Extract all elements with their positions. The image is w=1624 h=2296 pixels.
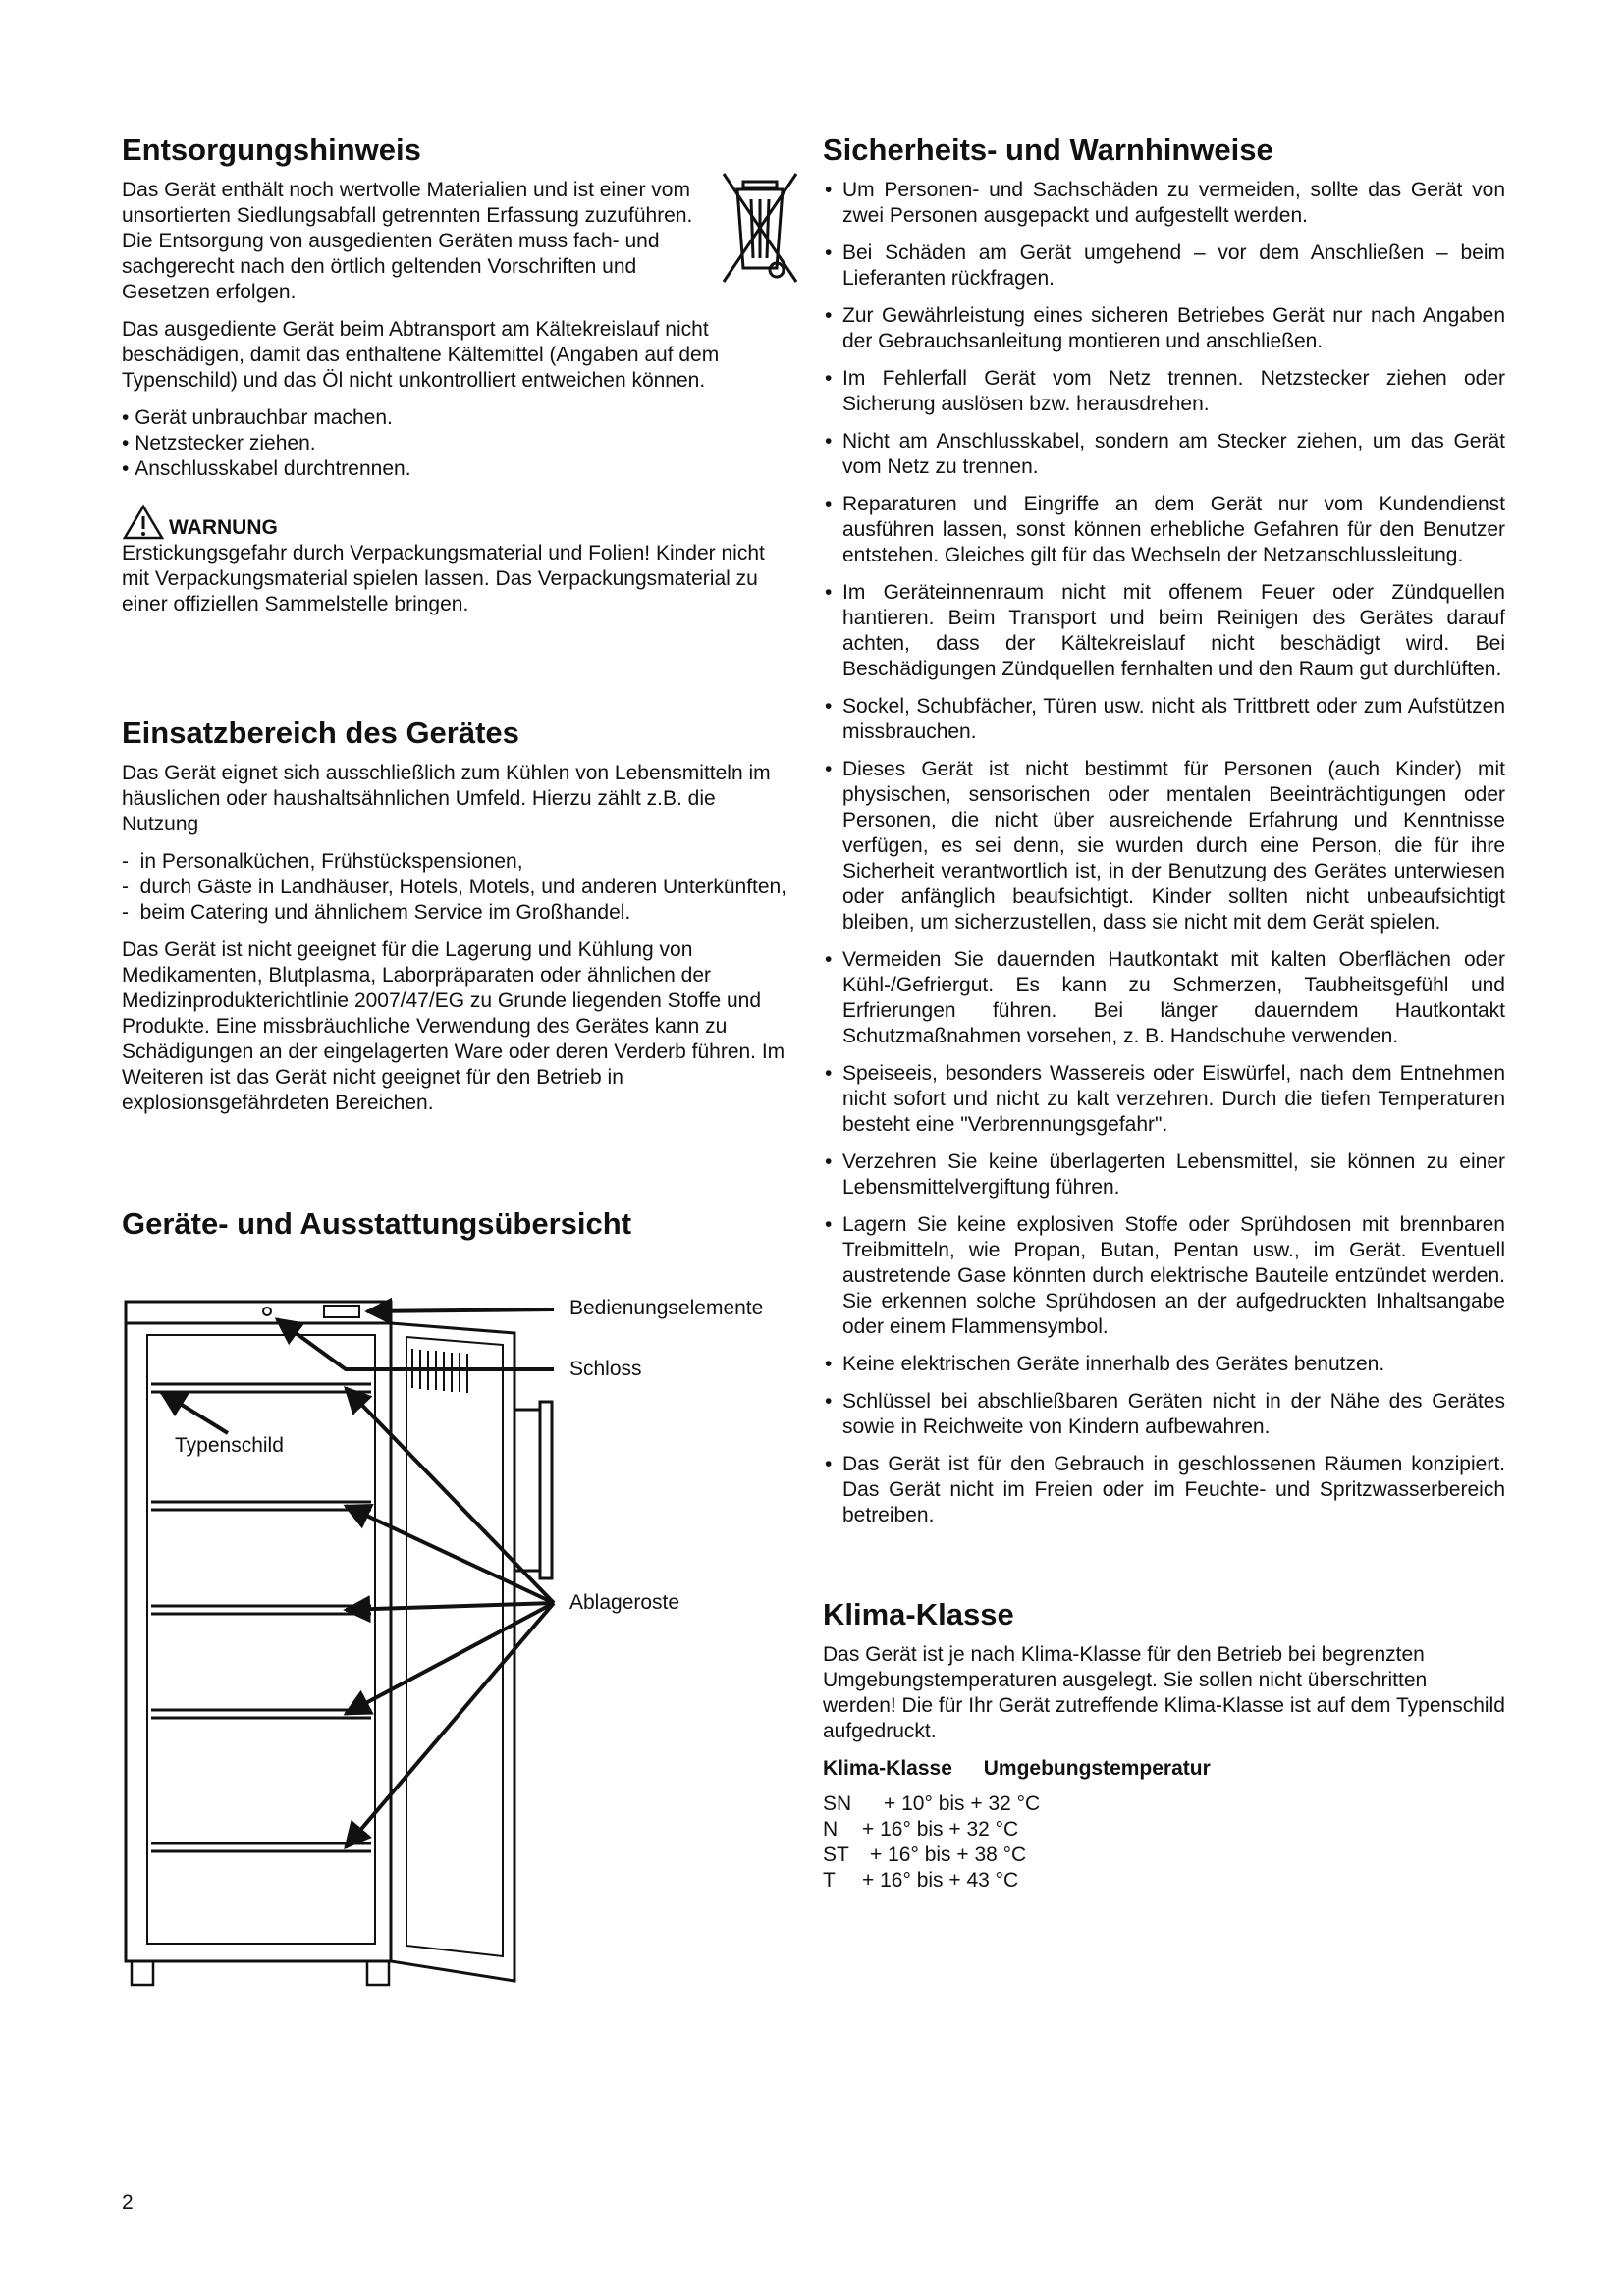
usage-list	[122, 849, 794, 926]
table-row	[823, 1842, 1505, 1868]
safety-item: • Schlüssel bei abschließbaren Geräten nicht in der Nähe des Gerätes sowie in Reichweite von Kindern aufbewahren.	[823, 1389, 1505, 1440]
climate-range: + 16° bis + 43 °C	[862, 1869, 1019, 1892]
left-column	[122, 133, 794, 1252]
usage-section	[122, 716, 794, 1116]
warning-heading	[122, 504, 794, 541]
safety-item: • Bei Schäden am Gerät umgehend – vor dem Anschließen – beim Lieferanten rückfragen.	[823, 240, 1505, 292]
warning-label: WARNUNG	[169, 516, 278, 539]
climate-col-temperature: Umgebungstemperatur	[983, 1757, 1211, 1780]
crossed-out-bin-icon	[718, 160, 802, 297]
climate-class: ST	[823, 1843, 849, 1866]
climate-class: N	[823, 1818, 839, 1841]
list-item: - durch Gäste in Landhäuser, Hotels, Motels, und anderen Unterkünften,	[122, 875, 794, 900]
overview-title: Geräte- und Ausstattungsübersicht	[122, 1206, 632, 1241]
list-item: • Netzstecker ziehen.	[122, 431, 794, 456]
disposal-title: Entsorgungshinweis	[122, 133, 421, 167]
climate-title: Klima-Klasse	[823, 1597, 1014, 1631]
list-item: • Anschlusskabel durchtrennen.	[122, 456, 794, 482]
table-row	[823, 1868, 1505, 1894]
list-item: • Gerät unbrauchbar machen.	[122, 405, 794, 431]
climate-table-header	[823, 1756, 1505, 1782]
disposal-paragraph-2: Das ausgediente Gerät beim Abtransport am Kältekreislauf nicht beschädigen, damit das enthaltene Kältemittel (Angaben auf dem Typenschild) und das Öl nicht unkontrolliert entweichen können.	[122, 318, 720, 392]
label-shelves: Ablageroste	[569, 1591, 680, 1614]
safety-list	[823, 178, 1505, 1528]
usage-title: Einsatzbereich des Gerätes	[122, 716, 519, 750]
climate-col-class: Klima-Klasse	[823, 1757, 952, 1780]
safety-item: • Das Gerät ist für den Gebrauch in geschlossenen Räumen konzipiert. Das Gerät nicht im Freien oder im Feuchte- und Spritzwasserbereich betreiben.	[823, 1452, 1505, 1528]
safety-section	[823, 133, 1505, 1528]
safety-item: • Zur Gewährleistung eines sicheren Betriebes Gerät nur nach Angaben der Gebrauchsanleitung montieren und anschließen.	[823, 303, 1505, 354]
climate-text: Das Gerät ist je nach Klima-Klasse für den Betrieb bei begrenzten Umgebungstemperaturen ausgelegt. Sie sollen nicht überschritten werden! Die für Ihr Gerät zutreffende Klima-Klasse ist auf dem Typenschild aufgedruckt.	[823, 1643, 1505, 1742]
label-controls: Bedienungselemente	[569, 1297, 764, 1319]
overview-section	[122, 1206, 794, 1242]
page-number: 2	[122, 2191, 134, 2214]
climate-table	[823, 1791, 1505, 1894]
climate-range: + 16° bis + 38 °C	[870, 1843, 1027, 1866]
safety-item: • Lagern Sie keine explosiven Stoffe oder Sprühdosen mit brennbaren Treibmitteln, wie Propan, Butan, Pentan usw., im Gerät. Eventuell austretende Gase könnten durch elektrische Bauteile entzündet werden. Sie erkennen solche Sprühdosen an der aufgedruckten Inhaltsangabe oder einem Flammensymbol.	[823, 1212, 1505, 1340]
safety-item: • Sockel, Schubfächer, Türen usw. nicht als Trittbrett oder zum Aufstützen missbrauchen.	[823, 694, 1505, 745]
disposal-section	[122, 133, 794, 617]
climate-range: + 16° bis + 32 °C	[862, 1818, 1019, 1841]
climate-class: T	[823, 1869, 836, 1892]
safety-item: • Reparaturen und Eingriffe an dem Gerät nur vom Kundendienst ausführen lassen, sonst können erhebliche Gefahren für den Benutzer entstehen. Gleiches gilt für das Wechseln der Netzanschlussleitung.	[823, 492, 1505, 568]
appliance-drawing	[122, 1294, 799, 2001]
warning-text: Erstickungsgefahr durch Verpackungsmaterial und Folien! Kinder nicht mit Verpackungsmaterial spielen lassen. Das Verpackungsmaterial zu einer offiziellen Sammelstelle bringen.	[122, 542, 765, 615]
usage-paragraph-2: Das Gerät ist nicht geeignet für die Lagerung und Kühlung von Medikamenten, Blutplasma, Laborpräparaten oder ähnlichen der Medizinprodukterichtlinie 2007/47/EG zu Grunde liegenden Stoffe und Produkte. Eine missbräuchliche Verwendung des Gerätes kann zu Schädigungen an der eingelagerten Ware oder deren Verderb führen. Im Weiteren ist das Gerät nicht geeignet für den Betrieb in explosionsgefährdeten Bereichen.	[122, 938, 785, 1114]
safety-item: • Verzehren Sie keine überlagerten Lebensmittel, sie können zu einer Lebensmittelvergiftung führen.	[823, 1149, 1505, 1201]
table-row	[823, 1817, 1505, 1842]
label-lock: Schloss	[569, 1358, 642, 1380]
safety-item: • Speiseeis, besonders Wassereis oder Eiswürfel, nach dem Entnehmen nicht sofort und nicht zu kalt verzehren. Durch die tiefen Temperaturen besteht eine "Verbrennungsgefahr".	[823, 1061, 1505, 1138]
list-item: - in Personalküchen, Frühstückspensionen,	[122, 849, 794, 875]
safety-item: • Im Fehlerfall Gerät vom Netz trennen. Netzstecker ziehen oder Sicherung auslösen bzw. herausdrehen.	[823, 366, 1505, 417]
safety-item: • Vermeiden Sie dauernden Hautkontakt mit kalten Oberflächen oder Kühl-/Gefriergut. Es kann zu Schmerzen, Taubheitsgefühl und Erfrierungen führen. Bei länger dauerndem Hautkontakt Schutzmaßnahmen vorsehen, z. B. Handschuhe verwenden.	[823, 947, 1505, 1049]
right-column	[823, 133, 1505, 1894]
safety-item: • Nicht am Anschlusskabel, sondern am Stecker ziehen, um das Gerät vom Netz zu trennen.	[823, 429, 1505, 480]
disposal-paragraph-1: Das Gerät enthält noch wertvolle Materialien und ist einer vom unsortierten Siedlungsabfall getrennten Erfassung zuzuführen. Die Entsorgung von ausgedienten Geräten muss fach- und sachgerecht nach den örtlich geltenden Vorschriften und Gesetzen erfolgen.	[122, 179, 693, 303]
list-item: - beim Catering und ähnlichem Service im Großhandel.	[122, 900, 794, 926]
appliance-diagram	[122, 1294, 799, 2001]
safety-title: Sicherheits- und Warnhinweise	[823, 133, 1273, 167]
table-row	[823, 1791, 1505, 1817]
disposal-steps	[122, 405, 794, 482]
safety-item: • Im Geräteinnenraum nicht mit offenem Feuer oder Zündquellen hantieren. Beim Transport und beim Reinigen des Gerätes darauf achten, dass der Kältekreislauf nicht beschädigt wird. Bei Beschädigungen Zündquellen fernhalten und den Raum gut durchlüften.	[823, 580, 1505, 682]
climate-class: SN	[823, 1792, 852, 1815]
warning-triangle-icon	[122, 504, 165, 541]
climate-section	[823, 1597, 1505, 1894]
safety-item: • Dieses Gerät ist nicht bestimmt für Personen (auch Kinder) mit physischen, sensorischen oder mentalen Beeinträchtigungen oder Personen, die nicht über ausreichende Erfahrung und Kenntnisse verfügen, es sei denn, sie wurden durch eine Person, die für ihre Sicherheit verantwortlich ist, in der Benutzung des Gerätes unterwiesen oder anfänglich beaufsichtigt. Kinder sollten nicht unbeaufsichtigt bleiben, um sicherzustellen, dass sie nicht mit dem Gerät spielen.	[823, 757, 1505, 935]
safety-item: • Um Personen- und Sachschäden zu vermeiden, sollte das Gerät von zwei Personen ausgepackt und aufgestellt werden.	[823, 178, 1505, 229]
usage-intro: Das Gerät eignet sich ausschließlich zum Kühlen von Lebensmitteln im häuslichen oder haushaltsähnlichen Umfeld. Hierzu zählt z.B. die Nutzung	[122, 762, 771, 835]
climate-range: + 10° bis + 32 °C	[884, 1792, 1041, 1815]
safety-item: • Keine elektrischen Geräte innerhalb des Gerätes benutzen.	[823, 1352, 1505, 1377]
label-rating-plate: Typenschild	[175, 1434, 284, 1457]
